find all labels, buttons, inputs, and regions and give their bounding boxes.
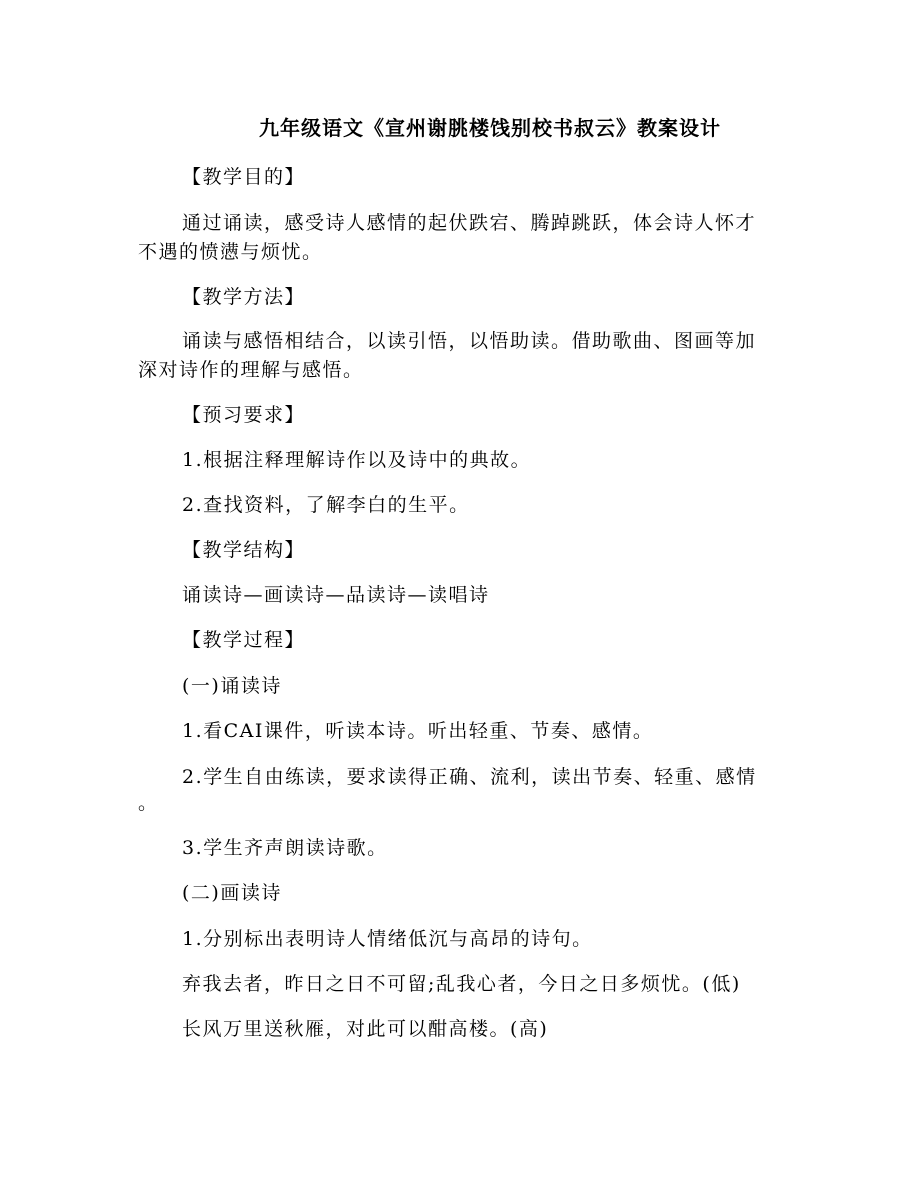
list-item: 1.根据注释理解诗作以及诗中的典故。	[182, 449, 532, 471]
list-item: 2.查找资料，了解李白的生平。	[182, 494, 470, 516]
list-item: 1.看CAI课件，听读本诗。听出轻重、节奏、感情。	[182, 720, 654, 742]
list-item: 2.学生自由练读，要求读得正确、流利，读出节奏、轻重、感情	[182, 766, 757, 788]
subheading: (二)画读诗	[182, 882, 282, 904]
paragraph-line: 。	[138, 792, 159, 814]
subheading: (一)诵读诗	[182, 675, 282, 697]
list-item: 3.学生齐声朗读诗歌。	[182, 837, 388, 859]
list-item: 1.分别标出表明诗人情绪低沉与高昂的诗句。	[182, 928, 593, 950]
poem-line: 弃我去者，昨日之日不可留;乱我心者，今日之日多烦忧。(低)	[182, 973, 741, 995]
paragraph-line: 诵读与感悟相结合，以读引悟，以悟助读。借助歌曲、图画等加	[182, 330, 757, 352]
heading-teaching-structure: 【教学结构】	[182, 539, 306, 561]
document-title: 九年级语文《宣州谢朓楼饯别校书叔云》教案设计	[259, 116, 721, 140]
paragraph-line: 通过诵读，感受诗人感情的起伏跌宕、腾踔跳跃，体会诗人怀才	[182, 212, 757, 234]
paragraph-line: 诵读诗—画读诗—品读诗—读唱诗	[182, 584, 490, 606]
heading-teaching-process: 【教学过程】	[182, 629, 306, 651]
paragraph-line: 深对诗作的理解与感悟。	[138, 359, 364, 381]
heading-teaching-goal: 【教学目的】	[182, 166, 306, 188]
poem-line: 长风万里送秋雁，对此可以酣高楼。(高)	[182, 1018, 549, 1040]
heading-teaching-method: 【教学方法】	[182, 286, 306, 308]
paragraph-line: 不遇的愤懑与烦忧。	[138, 241, 323, 263]
heading-preview-requirements: 【预习要求】	[182, 404, 306, 426]
